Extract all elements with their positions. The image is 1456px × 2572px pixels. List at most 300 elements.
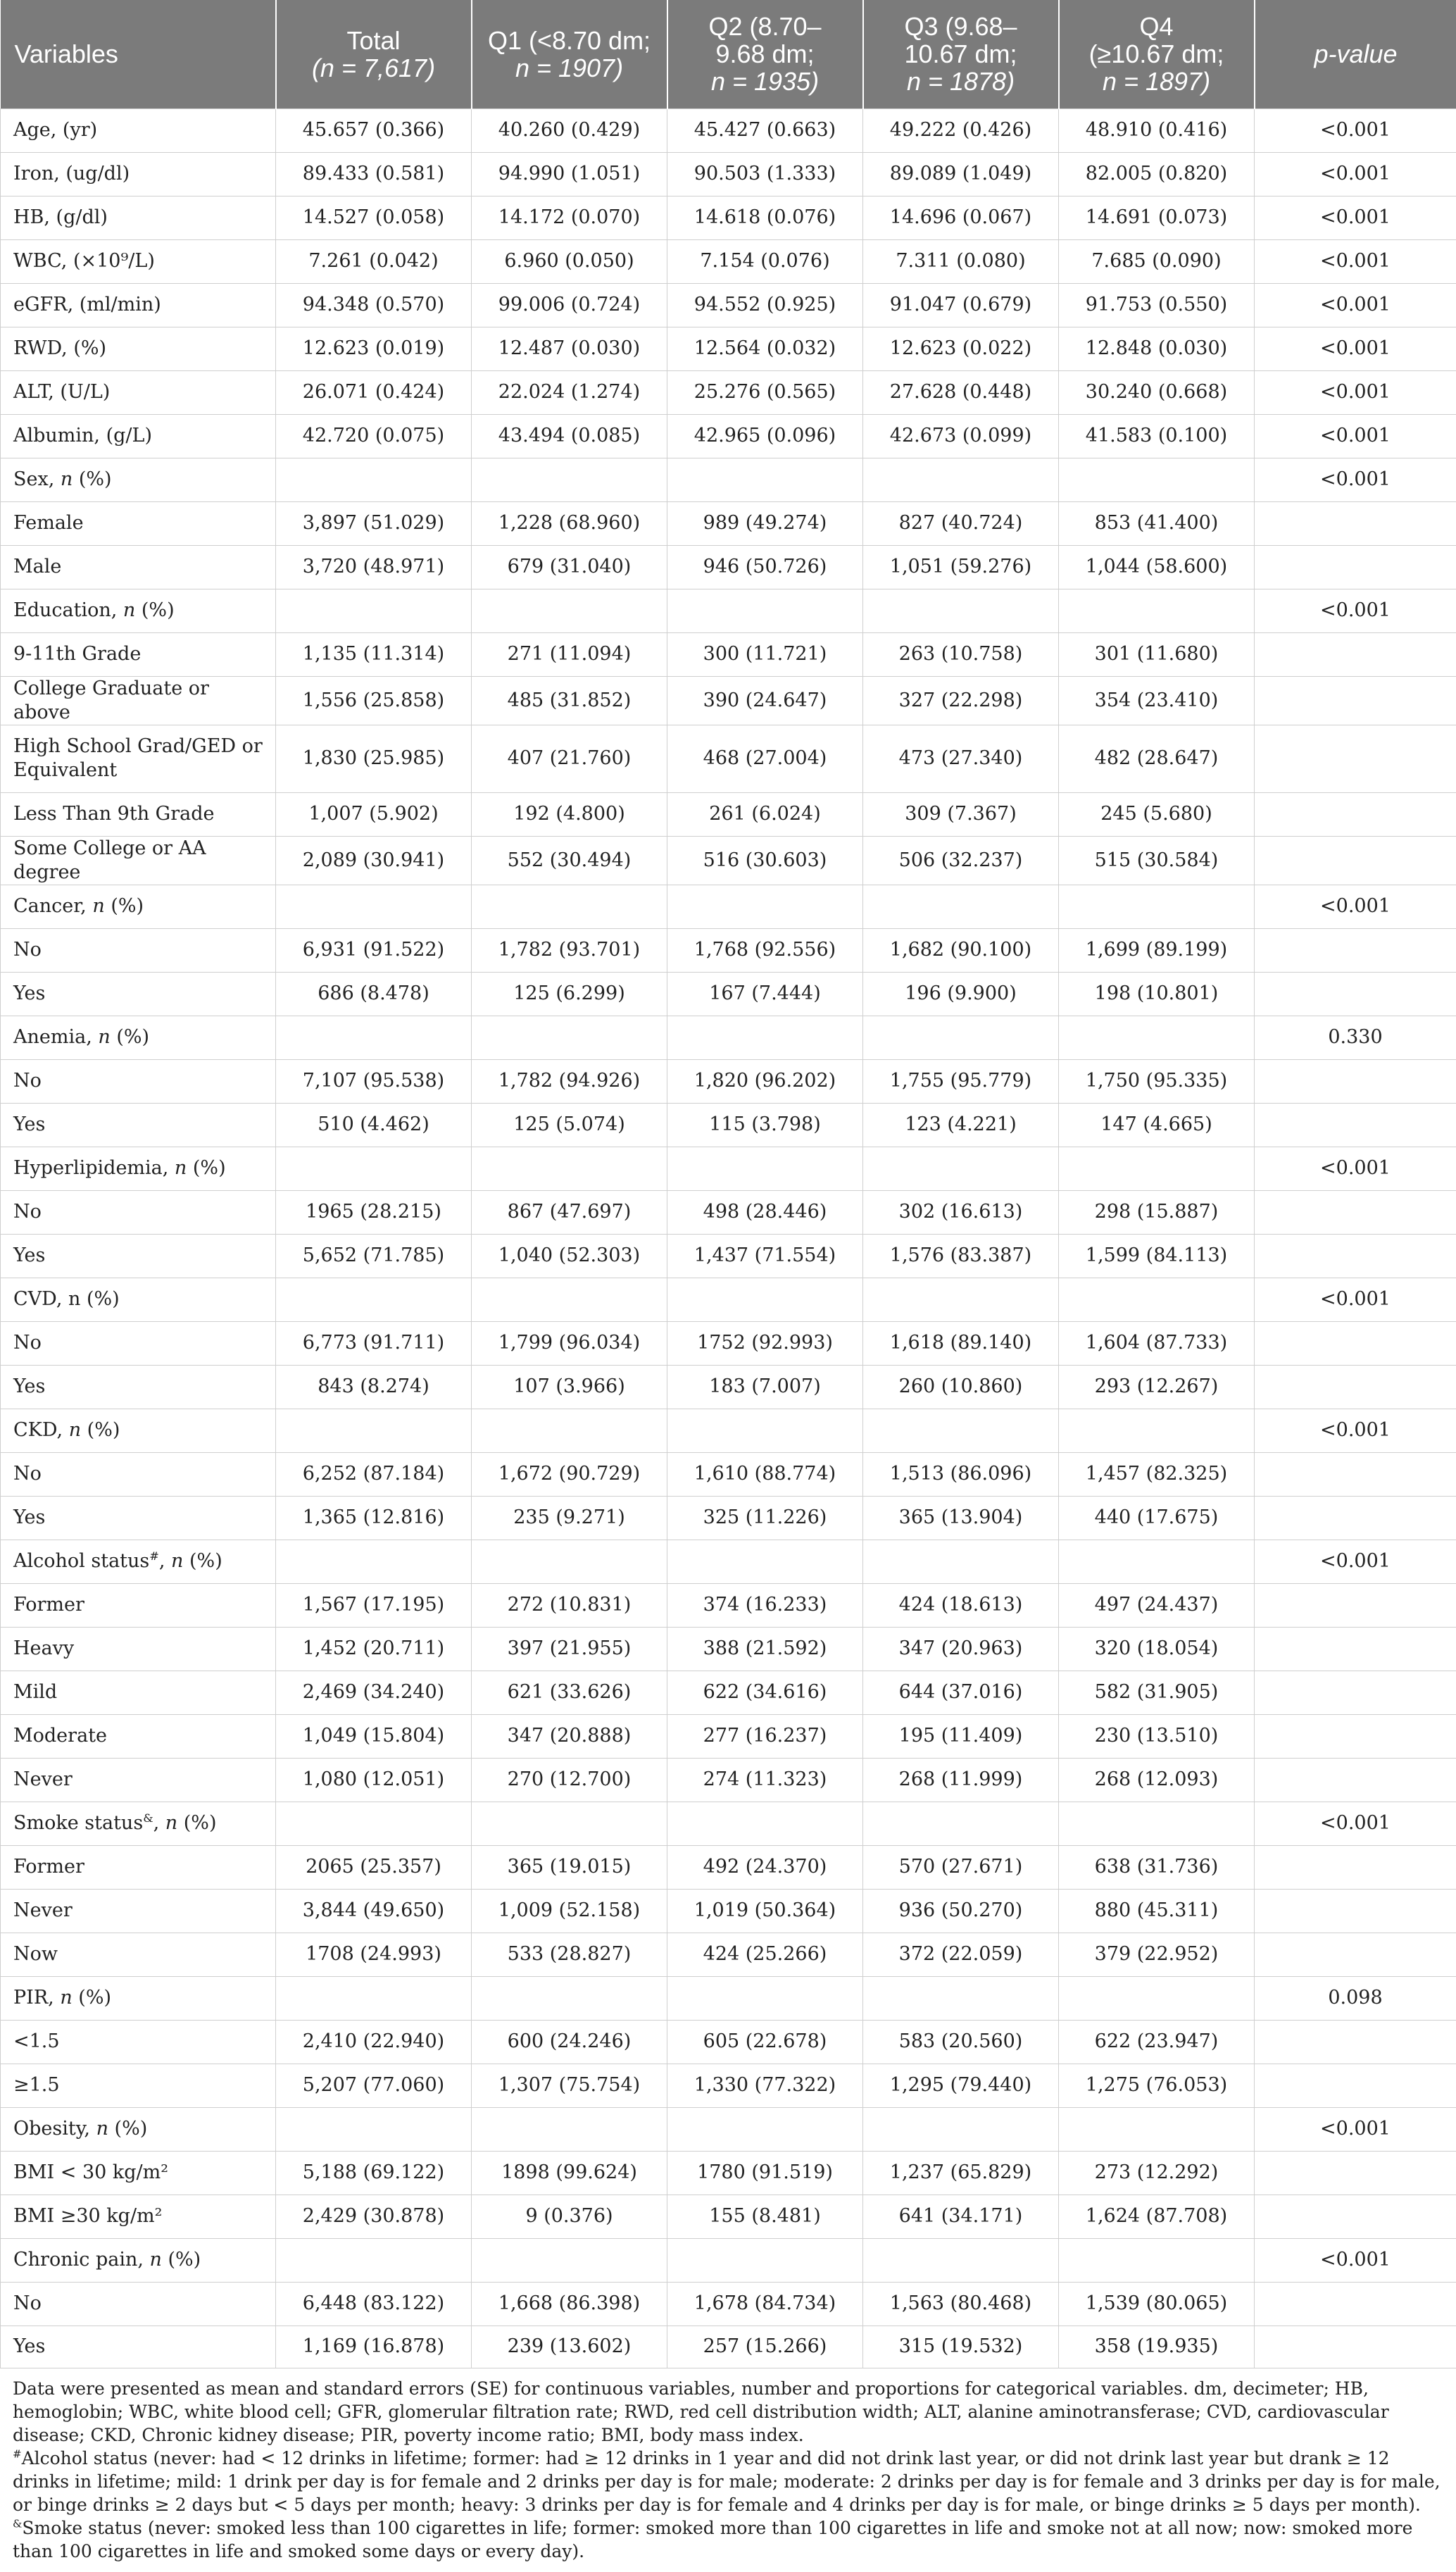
cell-q4: 582 (31.905)	[1059, 1671, 1255, 1714]
table-row	[1, 283, 1456, 327]
table-header	[1, 0, 1456, 108]
row-label: Some College or AA degree	[1, 836, 276, 885]
cell-q3	[863, 2107, 1059, 2151]
cell-q3: 1,755 (95.779)	[863, 1059, 1059, 1103]
cell-q4: 301 (11.680)	[1059, 632, 1255, 676]
cell-q4: 880 (45.311)	[1059, 1889, 1255, 1933]
cell-p: <0.001	[1255, 283, 1456, 327]
cell-q3: 936 (50.270)	[863, 1889, 1059, 1933]
cell-q1: 533 (28.827)	[472, 1933, 667, 1976]
cell-q2	[667, 589, 863, 632]
cell-p: <0.001	[1255, 2107, 1456, 2151]
table-row	[1, 501, 1456, 545]
cell-p	[1255, 1671, 1456, 1714]
cell-q4	[1059, 1409, 1255, 1452]
cell-q3	[863, 1976, 1059, 2020]
cell-q3: 27.628 (0.448)	[863, 370, 1059, 414]
cell-q4: 298 (15.887)	[1059, 1190, 1255, 1234]
table-row	[1, 327, 1456, 370]
cell-q1	[472, 589, 667, 632]
cell-q4	[1059, 1016, 1255, 1059]
cell-q1: 1,009 (52.158)	[472, 1889, 667, 1933]
cell-q2: 261 (6.024)	[667, 792, 863, 836]
cell-p	[1255, 1234, 1456, 1278]
cell-q2: 94.552 (0.925)	[667, 283, 863, 327]
cell-q2	[667, 1016, 863, 1059]
cell-q2: 498 (28.446)	[667, 1190, 863, 1234]
cell-q1: 485 (31.852)	[472, 676, 667, 725]
row-label: Education, n (%)	[1, 589, 276, 632]
cell-total: 510 (4.462)	[276, 1103, 472, 1147]
table-row	[1, 1889, 1456, 1933]
cell-p	[1255, 2151, 1456, 2195]
table-row	[1, 1016, 1456, 1059]
cell-total: 3,897 (51.029)	[276, 501, 472, 545]
table-row	[1, 2195, 1456, 2238]
cell-total: 1,452 (20.711)	[276, 1627, 472, 1671]
cell-p	[1255, 1190, 1456, 1234]
cell-q1: 12.487 (0.030)	[472, 327, 667, 370]
cell-q4: 1,275 (76.053)	[1059, 2064, 1255, 2107]
cell-total: 12.623 (0.019)	[276, 327, 472, 370]
table-footnotes	[0, 2368, 1456, 2563]
cell-total: 1,169 (16.878)	[276, 2326, 472, 2368]
table-row	[1, 1321, 1456, 1365]
cell-p	[1255, 1933, 1456, 1976]
cell-q2: 946 (50.726)	[667, 545, 863, 589]
cell-total: 26.071 (0.424)	[276, 370, 472, 414]
cell-q1	[472, 885, 667, 928]
cell-q2: 257 (15.266)	[667, 2326, 863, 2368]
cell-q4: 30.240 (0.668)	[1059, 370, 1255, 414]
cell-q1	[472, 1409, 667, 1452]
cell-p: <0.001	[1255, 589, 1456, 632]
cell-q3: 644 (37.016)	[863, 1671, 1059, 1714]
cell-q4	[1059, 589, 1255, 632]
row-label: CVD, n (%)	[1, 1278, 276, 1321]
cell-p: <0.001	[1255, 1147, 1456, 1190]
cell-q2: 1780 (91.519)	[667, 2151, 863, 2195]
cell-q3: 506 (32.237)	[863, 836, 1059, 885]
row-label: RWD, (%)	[1, 327, 276, 370]
cell-q1: 1,799 (96.034)	[472, 1321, 667, 1365]
table-row	[1, 972, 1456, 1016]
cell-q4	[1059, 1278, 1255, 1321]
cell-q4: 41.583 (0.100)	[1059, 414, 1255, 458]
table-body	[1, 108, 1456, 2368]
table-row	[1, 152, 1456, 196]
cell-q2: 1,678 (84.734)	[667, 2282, 863, 2326]
cell-p: <0.001	[1255, 1409, 1456, 1452]
cell-total: 1,830 (25.985)	[276, 725, 472, 792]
cell-total: 686 (8.478)	[276, 972, 472, 1016]
cell-q3	[863, 1802, 1059, 1845]
cell-p	[1255, 928, 1456, 972]
cell-q2	[667, 2238, 863, 2282]
cell-q1: 600 (24.246)	[472, 2020, 667, 2064]
cell-total	[276, 2107, 472, 2151]
cell-q4: 12.848 (0.030)	[1059, 327, 1255, 370]
row-label: Heavy	[1, 1627, 276, 1671]
table-row	[1, 2282, 1456, 2326]
row-label: Cancer, n (%)	[1, 885, 276, 928]
table-row	[1, 589, 1456, 632]
cell-total: 42.720 (0.075)	[276, 414, 472, 458]
row-label: Iron, (ug/dl)	[1, 152, 276, 196]
cell-total	[276, 1147, 472, 1190]
cell-total: 3,844 (49.650)	[276, 1889, 472, 1933]
cell-q4: 354 (23.410)	[1059, 676, 1255, 725]
cell-q3: 347 (20.963)	[863, 1627, 1059, 1671]
table-row	[1, 1059, 1456, 1103]
cell-p	[1255, 1103, 1456, 1147]
row-label: Anemia, n (%)	[1, 1016, 276, 1059]
cell-q4: 1,750 (95.335)	[1059, 1059, 1255, 1103]
cell-total	[276, 1016, 472, 1059]
cell-p	[1255, 1583, 1456, 1627]
cell-q2: 989 (49.274)	[667, 501, 863, 545]
cell-q4: 91.753 (0.550)	[1059, 283, 1255, 327]
cell-q4: 482 (28.647)	[1059, 725, 1255, 792]
cell-total: 6,931 (91.522)	[276, 928, 472, 972]
row-label: No	[1, 1190, 276, 1234]
table-row	[1, 676, 1456, 725]
cell-q2: 516 (30.603)	[667, 836, 863, 885]
cell-q2: 90.503 (1.333)	[667, 152, 863, 196]
cell-q4: 497 (24.437)	[1059, 1583, 1255, 1627]
cell-q1: 1,672 (90.729)	[472, 1452, 667, 1496]
cell-p	[1255, 792, 1456, 836]
cell-q1	[472, 1147, 667, 1190]
cell-total	[276, 1976, 472, 2020]
cell-total: 45.657 (0.366)	[276, 108, 472, 152]
table-row	[1, 1409, 1456, 1452]
row-label: High School Grad/GED or Equivalent	[1, 725, 276, 792]
cell-total	[276, 1802, 472, 1845]
cell-q1: 1,228 (68.960)	[472, 501, 667, 545]
cell-q1: 679 (31.040)	[472, 545, 667, 589]
table-row	[1, 239, 1456, 283]
cell-total: 1,135 (11.314)	[276, 632, 472, 676]
cell-p: <0.001	[1255, 152, 1456, 196]
cell-q2: 167 (7.444)	[667, 972, 863, 1016]
cell-p	[1255, 676, 1456, 725]
cell-p	[1255, 972, 1456, 1016]
cell-q3: 1,682 (90.100)	[863, 928, 1059, 972]
cell-q3: 14.696 (0.067)	[863, 196, 1059, 239]
cell-total: 2,410 (22.940)	[276, 2020, 472, 2064]
cell-q4: 1,457 (82.325)	[1059, 1452, 1255, 1496]
cell-q2: 45.427 (0.663)	[667, 108, 863, 152]
header-q1: Q1 (<8.70 dm; n = 1907)	[472, 0, 667, 108]
cell-q3	[863, 1147, 1059, 1190]
cell-p	[1255, 2326, 1456, 2368]
cell-p: <0.001	[1255, 458, 1456, 501]
table-row	[1, 1714, 1456, 1758]
row-label: Hyperlipidemia, n (%)	[1, 1147, 276, 1190]
cell-total: 2,089 (30.941)	[276, 836, 472, 885]
cell-q4: 273 (12.292)	[1059, 2151, 1255, 2195]
cell-q4: 515 (30.584)	[1059, 836, 1255, 885]
cell-q1	[472, 1802, 667, 1845]
cell-q3: 365 (13.904)	[863, 1496, 1059, 1540]
cell-q1: 192 (4.800)	[472, 792, 667, 836]
table-row	[1, 792, 1456, 836]
cell-q1	[472, 1540, 667, 1583]
table-row	[1, 1540, 1456, 1583]
cell-q3: 424 (18.613)	[863, 1583, 1059, 1627]
cell-q2	[667, 1540, 863, 1583]
cell-q3	[863, 885, 1059, 928]
row-label: BMI ≥30 kg/m²	[1, 2195, 276, 2238]
cell-q1	[472, 1976, 667, 2020]
cell-total: 7,107 (95.538)	[276, 1059, 472, 1103]
cell-q3: 195 (11.409)	[863, 1714, 1059, 1758]
cell-p	[1255, 2064, 1456, 2107]
cell-q1: 43.494 (0.085)	[472, 414, 667, 458]
cell-q1: 125 (6.299)	[472, 972, 667, 1016]
cell-q1: 9 (0.376)	[472, 2195, 667, 2238]
table-row	[1, 545, 1456, 589]
cell-q3: 1,295 (79.440)	[863, 2064, 1059, 2107]
cell-q4	[1059, 458, 1255, 501]
cell-total	[276, 589, 472, 632]
cell-p	[1255, 1714, 1456, 1758]
cell-q4: 1,539 (80.065)	[1059, 2282, 1255, 2326]
cell-p: 0.098	[1255, 1976, 1456, 2020]
cell-total: 1,080 (12.051)	[276, 1758, 472, 1802]
row-label: Yes	[1, 972, 276, 1016]
table-row	[1, 2238, 1456, 2282]
cell-q4: 1,624 (87.708)	[1059, 2195, 1255, 2238]
cell-total: 7.261 (0.042)	[276, 239, 472, 283]
cell-q2: 374 (16.233)	[667, 1583, 863, 1627]
cell-q1: 22.024 (1.274)	[472, 370, 667, 414]
cell-q2: 1,019 (50.364)	[667, 1889, 863, 1933]
cell-q2: 1,437 (71.554)	[667, 1234, 863, 1278]
cell-q3: 7.311 (0.080)	[863, 239, 1059, 283]
cell-q1	[472, 1278, 667, 1321]
cell-q1: 14.172 (0.070)	[472, 196, 667, 239]
cell-p	[1255, 1758, 1456, 1802]
cell-total: 1,007 (5.902)	[276, 792, 472, 836]
cell-q2: 25.276 (0.565)	[667, 370, 863, 414]
cell-q2	[667, 1147, 863, 1190]
cell-p	[1255, 1365, 1456, 1409]
header-variables: Variables	[1, 0, 276, 108]
cell-q1: 1,782 (93.701)	[472, 928, 667, 972]
cell-q4: 82.005 (0.820)	[1059, 152, 1255, 196]
cell-q4: 230 (13.510)	[1059, 1714, 1255, 1758]
cell-q2: 274 (11.323)	[667, 1758, 863, 1802]
cell-q2	[667, 1976, 863, 2020]
cell-p	[1255, 1627, 1456, 1671]
cell-q1: 270 (12.700)	[472, 1758, 667, 1802]
table-row	[1, 1933, 1456, 1976]
cell-q1: 347 (20.888)	[472, 1714, 667, 1758]
cell-q4: 245 (5.680)	[1059, 792, 1255, 836]
row-label: Smoke status&, n (%)	[1, 1802, 276, 1845]
header-row	[1, 0, 1456, 108]
cell-q3	[863, 589, 1059, 632]
cell-p: <0.001	[1255, 2238, 1456, 2282]
cell-q3: 1,576 (83.387)	[863, 1234, 1059, 1278]
row-label: Never	[1, 1889, 276, 1933]
row-label: Former	[1, 1845, 276, 1889]
cell-q4: 268 (12.093)	[1059, 1758, 1255, 1802]
cell-q4	[1059, 1540, 1255, 1583]
cell-q4: 293 (12.267)	[1059, 1365, 1255, 1409]
table-row	[1, 1103, 1456, 1147]
cell-q2: 492 (24.370)	[667, 1845, 863, 1889]
cell-q3: 315 (19.532)	[863, 2326, 1059, 2368]
cell-q2: 183 (7.007)	[667, 1365, 863, 1409]
row-label: Sex, n (%)	[1, 458, 276, 501]
table-row	[1, 458, 1456, 501]
cell-total	[276, 885, 472, 928]
cell-p	[1255, 1452, 1456, 1496]
cell-q2: 390 (24.647)	[667, 676, 863, 725]
cell-q2	[667, 885, 863, 928]
table-row	[1, 928, 1456, 972]
cell-q3: 1,618 (89.140)	[863, 1321, 1059, 1365]
cell-total: 1,365 (12.816)	[276, 1496, 472, 1540]
cell-q4: 622 (23.947)	[1059, 2020, 1255, 2064]
cell-total	[276, 2238, 472, 2282]
cell-q1: 107 (3.966)	[472, 1365, 667, 1409]
row-label: CKD, n (%)	[1, 1409, 276, 1452]
footnote-main: Data were presented as mean and standard errors (SE) for continuous variables, number and proportions for categorical variables. dm, decimeter; HB, hemoglobin; WBC, white blood cell; GFR, glomerular filtration rate; RWD, red cell distribution width; ALT, alanine aminotransferase; CVD, cardiovascular disease; CKD, Chronic kidney disease; PIR, poverty income ratio; BMI, body mass index.	[13, 2378, 1389, 2445]
cell-total: 3,720 (48.971)	[276, 545, 472, 589]
cell-q1	[472, 2238, 667, 2282]
row-label: Female	[1, 501, 276, 545]
row-label: <1.5	[1, 2020, 276, 2064]
cell-q2: 42.965 (0.096)	[667, 414, 863, 458]
row-label: Yes	[1, 2326, 276, 2368]
cell-total: 1,567 (17.195)	[276, 1583, 472, 1627]
cell-q3: 91.047 (0.679)	[863, 283, 1059, 327]
table-row	[1, 1627, 1456, 1671]
row-label: PIR, n (%)	[1, 1976, 276, 2020]
row-label: Mild	[1, 1671, 276, 1714]
cell-total	[276, 1409, 472, 1452]
cell-p	[1255, 1059, 1456, 1103]
cell-q4: 358 (19.935)	[1059, 2326, 1255, 2368]
header-q3: Q3 (9.68– 10.67 dm; n = 1878)	[863, 0, 1059, 108]
cell-q4	[1059, 2107, 1255, 2151]
row-label: Albumin, (g/L)	[1, 414, 276, 458]
cell-q2: 468 (27.004)	[667, 725, 863, 792]
row-label: Now	[1, 1933, 276, 1976]
cell-q2	[667, 1278, 863, 1321]
row-label: BMI < 30 kg/m²	[1, 2151, 276, 2195]
cell-q3	[863, 1016, 1059, 1059]
cell-q1: 552 (30.494)	[472, 836, 667, 885]
cell-p	[1255, 1496, 1456, 1540]
table-row	[1, 1452, 1456, 1496]
row-label: ALT, (U/L)	[1, 370, 276, 414]
cell-q4	[1059, 1802, 1255, 1845]
table-row	[1, 1583, 1456, 1627]
cell-q2: 7.154 (0.076)	[667, 239, 863, 283]
table-row	[1, 1976, 1456, 2020]
cell-q3: 1,513 (86.096)	[863, 1452, 1059, 1496]
cell-q3: 473 (27.340)	[863, 725, 1059, 792]
cell-p	[1255, 836, 1456, 885]
cell-total: 94.348 (0.570)	[276, 283, 472, 327]
cell-q2: 1752 (92.993)	[667, 1321, 863, 1365]
cell-q3	[863, 1540, 1059, 1583]
row-label: HB, (g/dl)	[1, 196, 276, 239]
cell-q2	[667, 1409, 863, 1452]
cell-q4: 198 (10.801)	[1059, 972, 1255, 1016]
cell-q3: 123 (4.221)	[863, 1103, 1059, 1147]
cell-q4: 147 (4.665)	[1059, 1103, 1255, 1147]
cell-q2: 1,768 (92.556)	[667, 928, 863, 972]
table-row	[1, 2326, 1456, 2368]
cell-q4	[1059, 2238, 1255, 2282]
row-label: Alcohol status#, n (%)	[1, 1540, 276, 1583]
table-row	[1, 1365, 1456, 1409]
header-total: Total (n = 7,617)	[276, 0, 472, 108]
table-row	[1, 1845, 1456, 1889]
cell-q4: 1,599 (84.113)	[1059, 1234, 1255, 1278]
cell-q1	[472, 458, 667, 501]
cell-p: <0.001	[1255, 1802, 1456, 1845]
cell-q2: 12.564 (0.032)	[667, 327, 863, 370]
cell-q2: 605 (22.678)	[667, 2020, 863, 2064]
table-row	[1, 370, 1456, 414]
table-row	[1, 2020, 1456, 2064]
cell-total: 5,652 (71.785)	[276, 1234, 472, 1278]
cell-p	[1255, 1889, 1456, 1933]
row-label: Male	[1, 545, 276, 589]
cell-q3: 42.673 (0.099)	[863, 414, 1059, 458]
cell-p	[1255, 545, 1456, 589]
header-q4: Q4 (≥10.67 dm; n = 1897)	[1059, 0, 1255, 108]
cell-q1: 1898 (99.624)	[472, 2151, 667, 2195]
cell-total: 843 (8.274)	[276, 1365, 472, 1409]
cell-p: <0.001	[1255, 885, 1456, 928]
cell-total: 14.527 (0.058)	[276, 196, 472, 239]
cell-total: 5,188 (69.122)	[276, 2151, 472, 2195]
table-row	[1, 725, 1456, 792]
cell-q1: 365 (19.015)	[472, 1845, 667, 1889]
row-label: eGFR, (ml/min)	[1, 283, 276, 327]
cell-q1: 1,782 (94.926)	[472, 1059, 667, 1103]
cell-q1: 407 (21.760)	[472, 725, 667, 792]
table-row	[1, 1496, 1456, 1540]
cell-q1: 272 (10.831)	[472, 1583, 667, 1627]
cell-p	[1255, 501, 1456, 545]
row-label: Less Than 9th Grade	[1, 792, 276, 836]
cell-q3: 1,237 (65.829)	[863, 2151, 1059, 2195]
row-label: Yes	[1, 1496, 276, 1540]
cell-q2: 1,820 (96.202)	[667, 1059, 863, 1103]
cell-total: 5,207 (77.060)	[276, 2064, 472, 2107]
row-label: Yes	[1, 1365, 276, 1409]
table-row	[1, 1802, 1456, 1845]
table-row	[1, 414, 1456, 458]
cell-q3: 260 (10.860)	[863, 1365, 1059, 1409]
cell-total: 1965 (28.215)	[276, 1190, 472, 1234]
cell-q2: 325 (11.226)	[667, 1496, 863, 1540]
cell-q4: 1,604 (87.733)	[1059, 1321, 1255, 1365]
cell-q3	[863, 1278, 1059, 1321]
cell-q1: 99.006 (0.724)	[472, 283, 667, 327]
row-label: No	[1, 1321, 276, 1365]
row-label: 9-11th Grade	[1, 632, 276, 676]
